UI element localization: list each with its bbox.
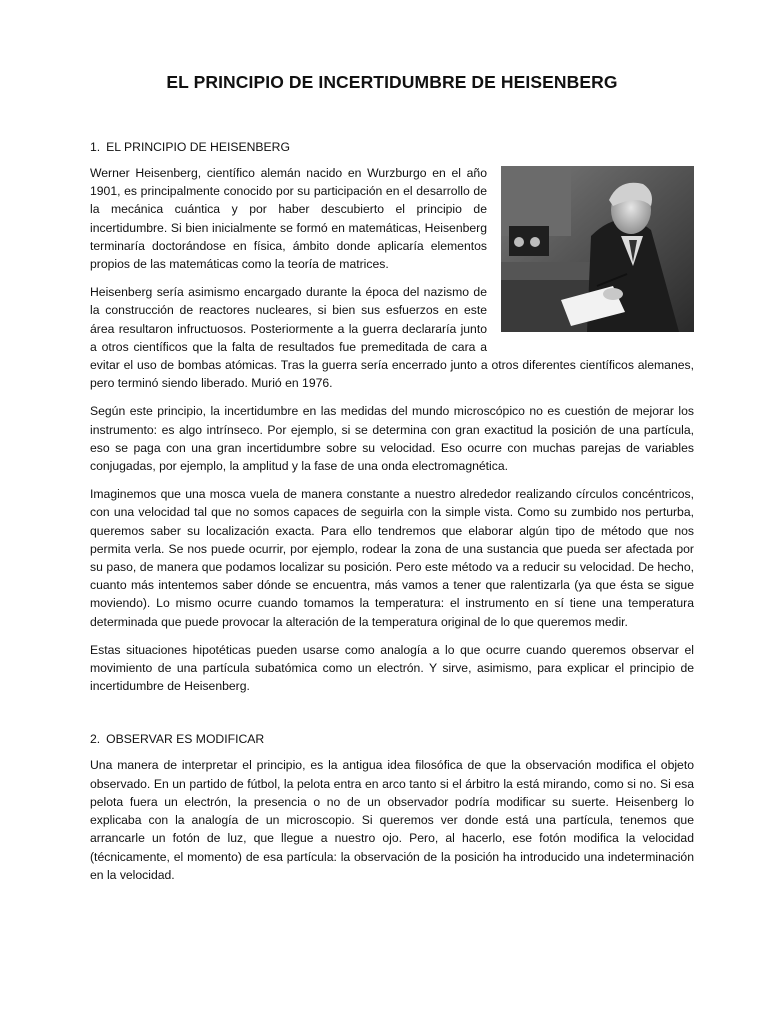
paragraph-5: Estas situaciones hipotéticas pueden usarse como analogía a lo que ocurre cuando queremos observar el movimiento de una partícula subatómica como un electrón. Y sirve, asimismo, para explicar el principio de incertidumbre de Heisenberg. [90, 642, 694, 694]
section-2 [90, 731, 694, 883]
section-1-number: 1. [90, 140, 101, 154]
section-2-heading [90, 731, 694, 747]
section-1-heading [90, 139, 694, 155]
paragraph-4: Imaginemos que una mosca vuela de manera constante a nuestro alrededor realizando círculos concéntricos, con una velocidad tal que no somos capaces de seguirla con la simple vista. Como su zumbido nos perturba, queremos saber su localización exacta. Para ello tendremos que elaborar algún tipo de método que nos permita verla. Se nos puede ocurrir, por ejemplo, rodear la zona de una sustancia que pueda ser afectada por su paso, de manera que podamos localizar su posición. Pero este método va a reducir su velocidad. De hecho, cuanto más intentemos saber dónde se encuentra, más vamos a tener que ralentizarla (ya que ésta se sigue moviendo). Lo mismo ocurre cuando tomamos la temperatura: el instrumento en sí tiene una temperatura determinada que puede provocar la alteración de la temperatura original de lo que queremos medir. [90, 487, 694, 629]
paragraph-1: Werner Heisenberg, científico alemán nacido en Wurzburgo en el año 1901, es principalmente conocido por su participación en el desarrollo de la mecánica cuántica y por haber descubierto el principio de incertidumbre. Si bien inicialmente se formó en matemáticas, Heisenberg terminaría doctorándose en física, ámbito donde aplicaría elementos propios de las matemáticas como la teoría de matrices. [90, 166, 487, 272]
section-2-title: OBSERVAR ES MODIFICAR [106, 732, 265, 747]
document-title: EL PRINCIPIO DE INCERTIDUMBRE DE HEISENBERG [166, 72, 618, 92]
heisenberg-photo [501, 166, 694, 332]
paragraph-3: Según este principio, la incertidumbre en las medidas del mundo microscópico no es cuestión de mejorar los instrumento: es algo intrínseco. Por ejemplo, si se determina con gran exactitud la posición de una partícula, eso se paga con una gran incertidumbre sobre su velocidad. Eso ocurre con muchas parejas de variables conjugadas, por ejemplo, la amplitud y la fase de una onda electromagnética. [90, 404, 694, 474]
section-spacer [90, 705, 694, 731]
paragraph-6: Una manera de interpretar el principio, es la antigua idea filosófica de que la observación modifica el objeto observado. En un partido de fútbol, la pelota entra en arco tanto si el árbitro la está mirando, como si no. Si esa pelota fuera un electrón, la presencia o no de un observador podría modificar su suerte. Heisenberg lo explicaba con la analogía de un microscopio. Si queremos ver donde está una partícula, tenemos que arrancarle un fotón de luz, que llegue a nuestro ojo. Pero, al hacerlo, ese fotón modifica la velocidad (técnicamente, el momento) de esa partícula: la observación de la posición ha introducido una indeterminación en la velocidad. [90, 758, 694, 882]
paragraph-2: Heisenberg sería asimismo encargado durante la época del nazismo de la construcción de reactores nucleares, si bien sus esfuerzos en este área resultaron infructuosos. Posteriormente a la guerra declararía junto a otros científicos que la falta de resultados fue premeditada de cara a evitar el uso de bombas atómicas. Tras la guerra sería encerrado junto a otros diferentes científicos alemanes, pero terminó siendo liberado. Murió en 1976. [90, 285, 694, 391]
section-1-title: EL PRINCIPIO DE HEISENBERG [106, 140, 290, 154]
document-page [90, 72, 694, 894]
section-2-number: 2. [90, 732, 101, 747]
section-1 [90, 139, 694, 695]
